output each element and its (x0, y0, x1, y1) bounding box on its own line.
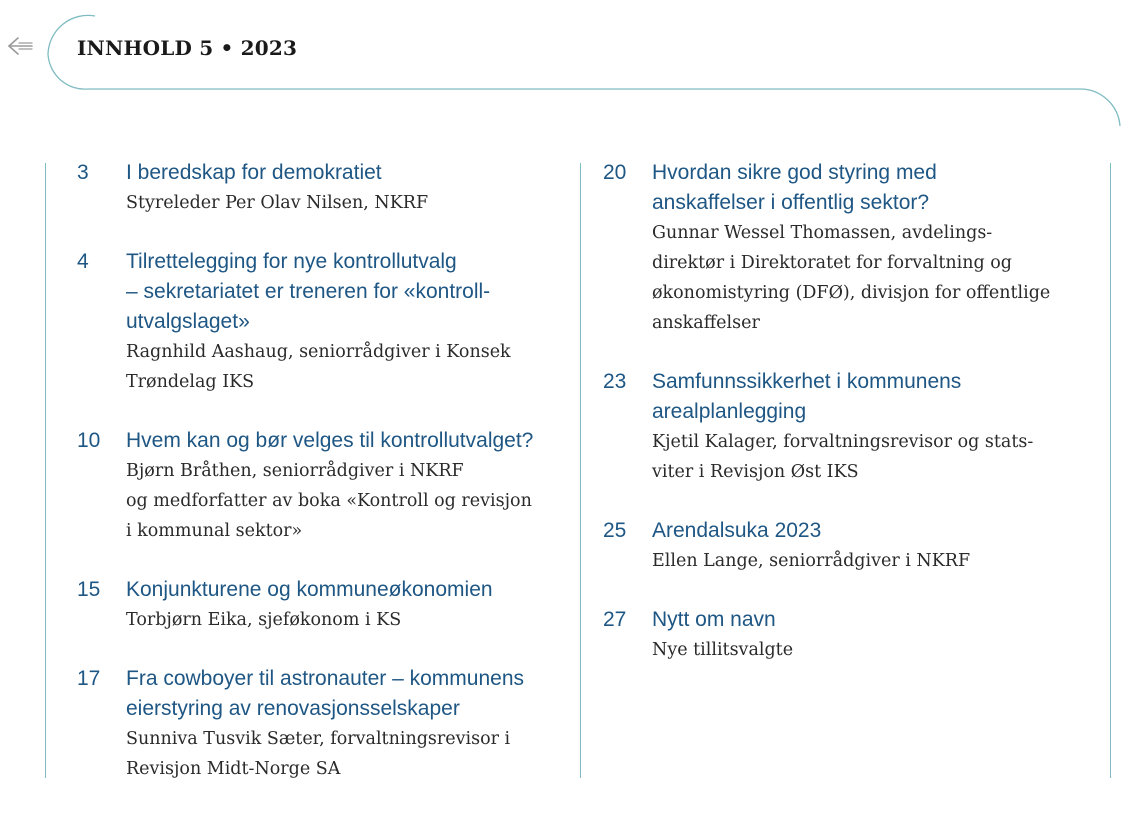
page-number: 10 (77, 429, 101, 452)
toc-column-right (603, 158, 1093, 694)
toc-entry[interactable] (77, 575, 569, 635)
toc-entry[interactable] (77, 247, 569, 397)
entry-title[interactable]: Hvordan sikre god styring med anskaffelser i offentlig sektor? (652, 161, 937, 214)
toc-entry[interactable] (77, 664, 569, 784)
page-number: 4 (77, 250, 89, 273)
entry-title[interactable]: Fra cowboyer til astronauter – kommunens eierstyring av renovasjonsselskaper (126, 667, 525, 720)
toc-entry[interactable] (77, 426, 569, 546)
page-title: INNHOLD 5 • 2023 (77, 36, 298, 60)
page-number: 15 (77, 578, 101, 601)
toc-entry[interactable] (603, 367, 1093, 487)
entry-author: Torbjørn Eika, sjeføkonom i KS (126, 610, 402, 630)
toc-entry[interactable] (77, 158, 569, 218)
entry-title[interactable]: Arendalsuka 2023 (652, 519, 822, 542)
entry-title[interactable]: I beredskap for demokratiet (126, 161, 382, 184)
page-number: 3 (77, 161, 89, 184)
entry-title[interactable]: Tilrettelegging for nye kontrollutvalg – sekretariatet er treneren for «kontroll- utvalgslaget» (126, 250, 491, 333)
header-frame (0, 0, 1132, 140)
column-divider-left (45, 163, 46, 778)
column-divider-right (1110, 163, 1111, 778)
toc-entry[interactable] (603, 516, 1093, 576)
toc-entry[interactable] (603, 158, 1093, 338)
toc-column-left (77, 158, 569, 813)
page-number: 17 (77, 667, 101, 690)
entry-author: Sunniva Tusvik Sæter, forvaltningsrevisor i Revisjon Midt-Norge SA (126, 729, 511, 779)
page-number: 20 (603, 161, 627, 184)
entry-author: Styreleder Per Olav Nilsen, NKRF (126, 193, 429, 213)
entry-title[interactable]: Nytt om navn (652, 608, 776, 631)
entry-title[interactable]: Hvem kan og bør velges til kontrollutvalget? (126, 429, 534, 452)
entry-author: Nye tillitsvalgte (652, 640, 794, 660)
entry-title[interactable]: Samfunnssikkerhet i kommunens arealplanlegging (652, 370, 962, 423)
page-number: 25 (603, 519, 627, 542)
entry-title[interactable]: Konjunkturene og kommuneøkonomien (126, 578, 493, 601)
entry-author: Gunnar Wessel Thomassen, avdelings- direktør i Direktoratet for forvaltning og økonomistyring (DFØ), divisjon for offentlige anskaffelser (652, 223, 1051, 333)
page-number: 27 (603, 608, 627, 631)
entry-author: Ellen Lange, seniorrådgiver i NKRF (652, 551, 971, 571)
column-divider-middle (580, 163, 581, 778)
page-number: 23 (603, 370, 627, 393)
entry-author: Ragnhild Aashaug, seniorrådgiver i Konsek Trøndelag IKS (126, 342, 511, 392)
entry-author: Bjørn Bråthen, seniorrådgiver i NKRF og medforfatter av boka «Kontroll og revisjon i kommunal sektor» (126, 461, 532, 541)
arrow-left-icon[interactable] (6, 34, 36, 58)
toc-entry[interactable] (603, 605, 1093, 665)
entry-author: Kjetil Kalager, forvaltningsrevisor og stats- viter i Revisjon Øst IKS (652, 432, 1034, 482)
